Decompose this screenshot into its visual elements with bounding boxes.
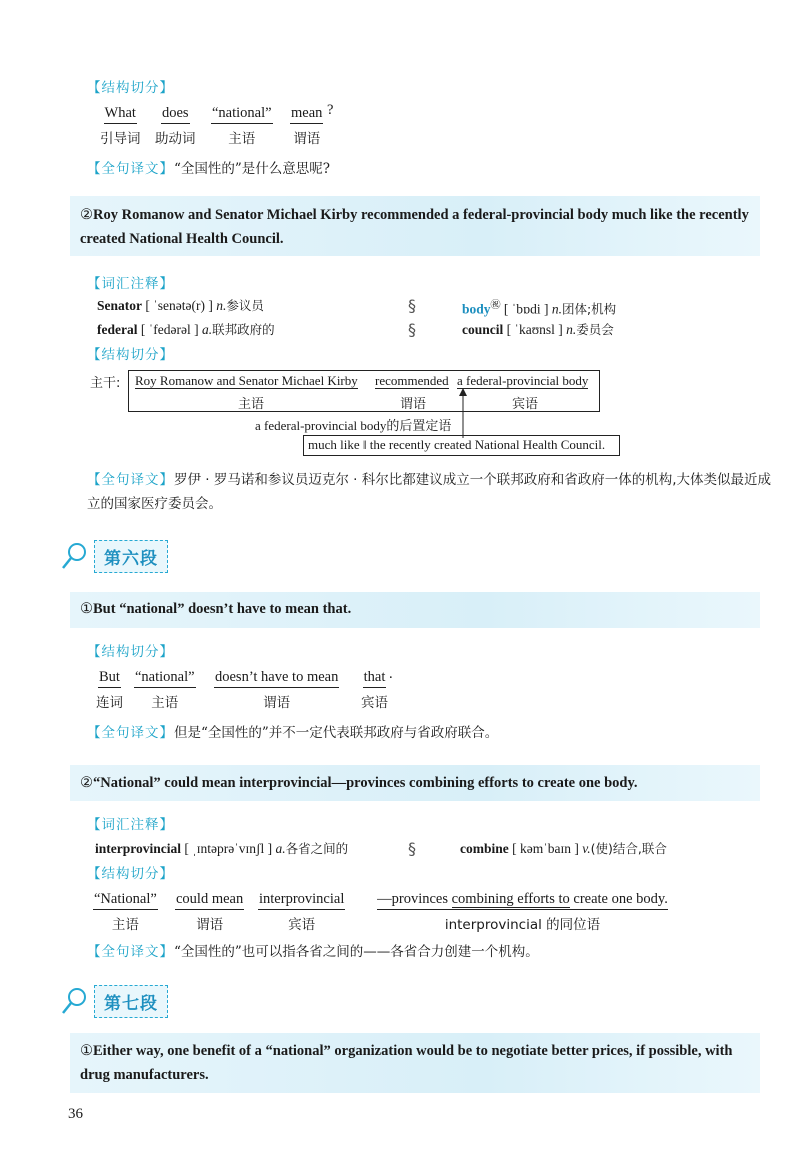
vocab-entry: combine [ kəmˈbaɪn ] v.(使)结合,联合 (460, 841, 667, 856)
struct-segment: What 引导词 (100, 105, 141, 147)
modifier-note: a federal-provincial body的后置定语 (255, 418, 452, 433)
sentence-text: ②Roy Romanow and Senator Michael Kirby recommended a federal-provincial body much like the recently created National Health Council. (80, 207, 749, 247)
wave-divider-icon: § (408, 296, 416, 315)
struct-segment: does 助动词 (155, 105, 196, 147)
vocab-label: 【词汇注释】 (87, 276, 174, 292)
sentence-text: ①Either way, one benefit of a “national” organization would be to negotiate better prices, if possible, with drug manufacturers. (80, 1043, 733, 1083)
struct-segment: could mean 谓语 (176, 891, 244, 933)
vocab-entry: body㊗ [ ˈbɒdi ] n.团体;机构 (462, 300, 617, 317)
trunk-object: a federal-provincial body (457, 373, 589, 388)
section-heading: 第六段 (60, 540, 168, 572)
translation-row: 【全句译文】但是“全国性的”并不一定代表联邦政府与省政府联合。 (87, 725, 499, 741)
modifier-text: much like ‖ the recently created National Health Council. (308, 437, 606, 452)
trunk-subject: Roy Romanow and Senator Michael Kirby (135, 373, 358, 388)
trunk-object-role: 宾语 (512, 396, 539, 411)
vocab-entry: federal [ ˈfedərəl ] a.联邦政府的 (97, 322, 275, 337)
modifier-arrow-icon (456, 388, 470, 438)
page-number: 36 (68, 1106, 83, 1122)
translation-row: 【全句译文】罗伊 · 罗马诺和参议员迈克尔 · 科尔比都建议成立一个联邦政府和省政府一体的机构,大体类似最近成立的国家医疗委员会。 (87, 472, 772, 512)
struct-segment: “national” 主语 (135, 669, 195, 711)
trunk-verb-role: 谓语 (400, 396, 427, 411)
translation-row: 【全句译文】“全国性的”也可以指各省之间的——各省合力创建一个机构。 (87, 944, 539, 960)
vocab-label: 【词汇注释】 (87, 817, 174, 833)
struct-segment: But 连词 (96, 669, 123, 711)
exam-mark-icon: ㊗ (490, 300, 501, 311)
vocab-entry: interprovincial [ ˌɪntəprəˈvɪnʃl ] a.各省之间的 (95, 841, 349, 856)
struct-segment: interprovincial 宾语 (259, 891, 345, 933)
structure-label: 【结构切分】 (87, 347, 174, 363)
trunk-prefix: 主干: (90, 376, 121, 391)
sentence-text: ①But “national” doesn’t have to mean that. (80, 601, 352, 617)
punctuation: ? (327, 102, 334, 118)
vocab-entry: Senator [ ˈsenətə(r) ] n.参议员 (97, 298, 264, 313)
translation-row: 【全句译文】“全国性的”是什么意思呢? (87, 161, 331, 177)
wave-divider-icon: § (408, 320, 416, 339)
structure-label: 【结构切分】 (87, 866, 174, 882)
struct-segment: doesn’t have to mean 谓语 (215, 669, 339, 711)
trunk-verb: recommended (375, 373, 449, 388)
magnifier-icon (60, 986, 88, 1016)
struct-segment: that 宾语 (361, 669, 388, 711)
trunk-subject-role: 主语 (238, 396, 265, 411)
section-heading: 第七段 (60, 985, 168, 1017)
vocab-entry: council [ ˈkaʊnsl ] n.委员会 (462, 322, 614, 337)
sentence-text: ②“National” could mean interprovincial—provinces combining efforts to create one body. (80, 775, 638, 791)
structure-label: 【结构切分】 (87, 80, 174, 96)
struct-segment: “national” 主语 (212, 105, 272, 147)
struct-segment: mean 谓语 (291, 105, 323, 147)
appositive-segment: —provinces combining efforts to create one body. interprovincial 的同位语 (377, 891, 668, 933)
magnifier-icon (60, 541, 88, 571)
wave-divider-icon: § (408, 839, 416, 858)
struct-segment: “National” 主语 (94, 891, 157, 933)
punctuation: . (389, 666, 393, 682)
structure-label: 【结构切分】 (87, 644, 174, 660)
